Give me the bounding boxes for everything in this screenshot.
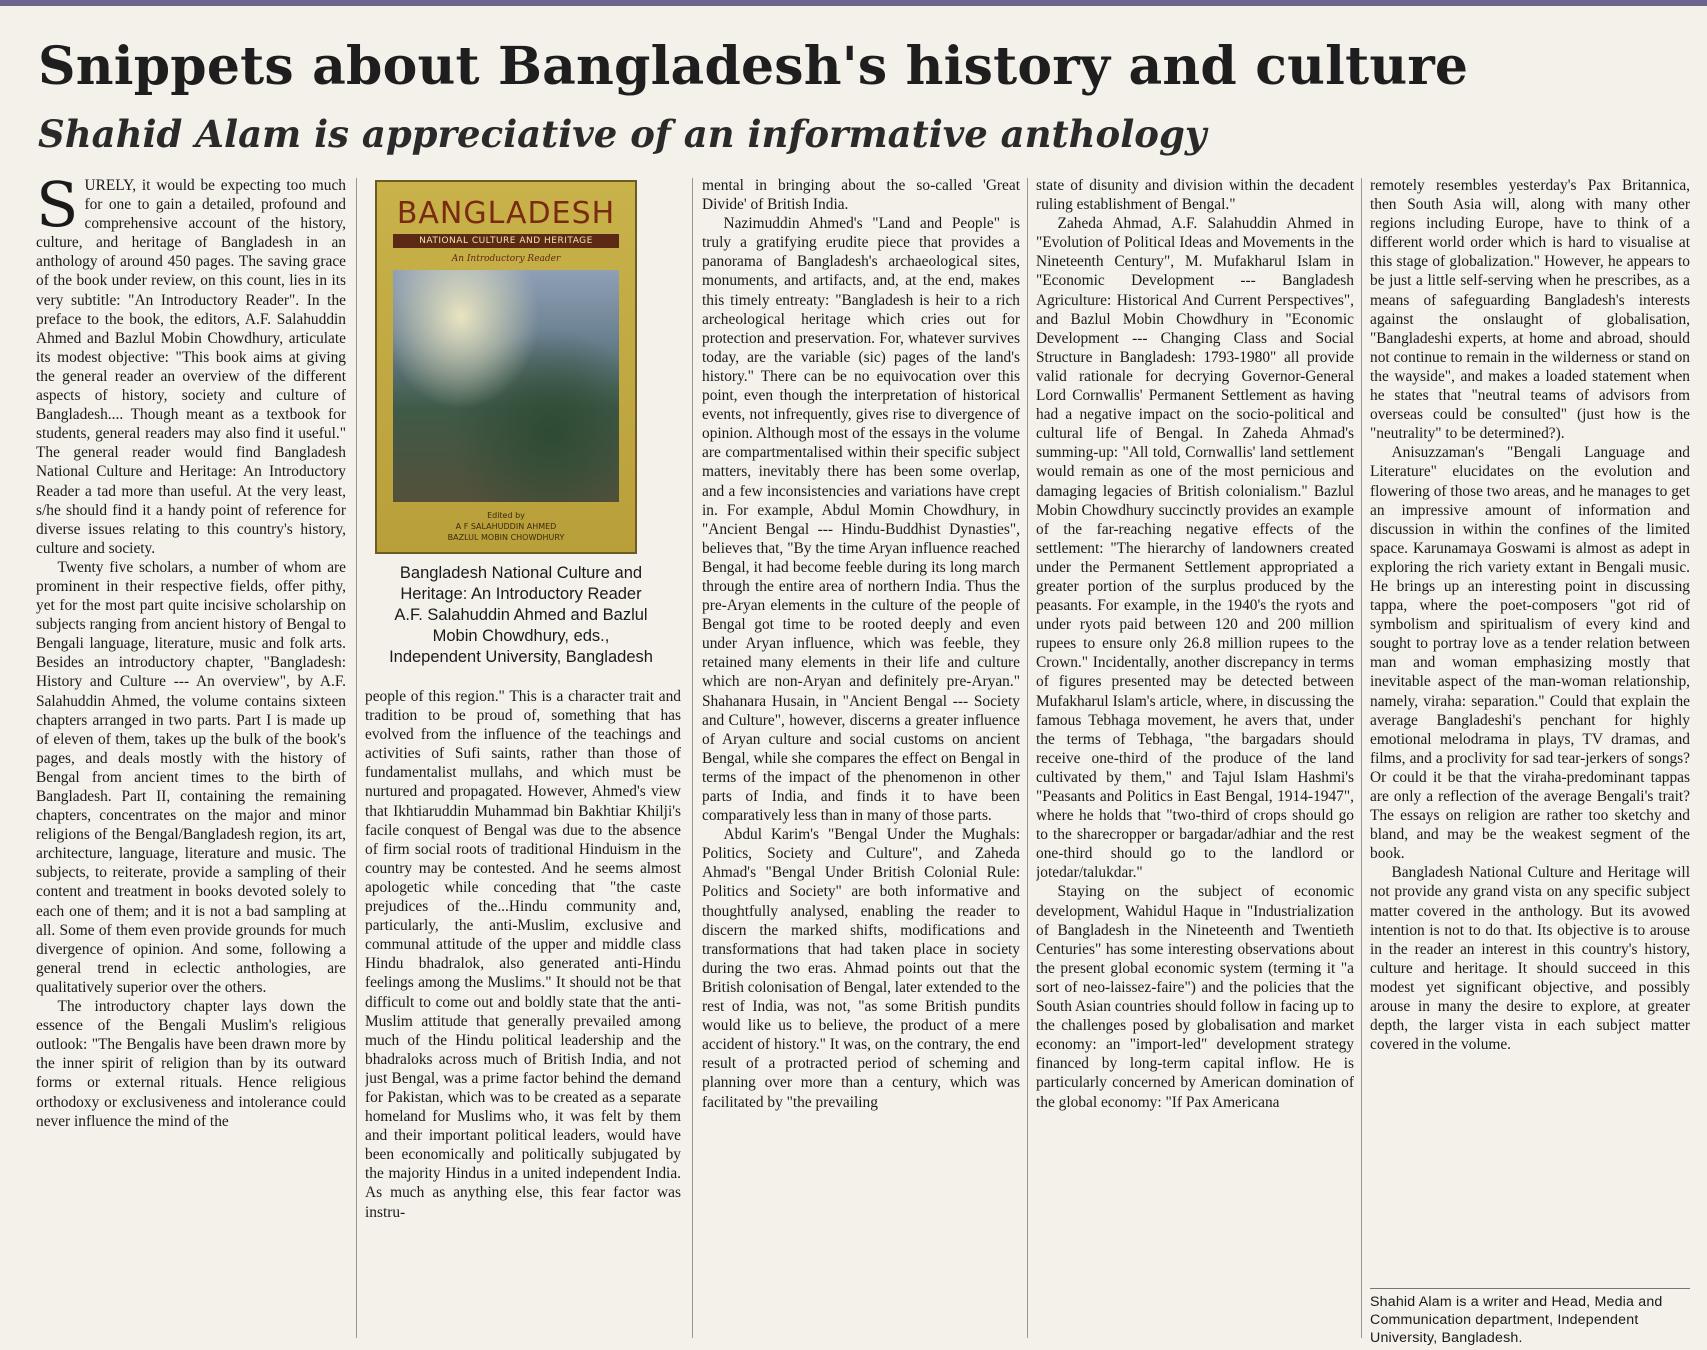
top-color-band: [0, 0, 1707, 6]
article-column-2: [365, 687, 681, 1341]
paragraph: Nazimuddin Ahmed's "Land and People" is truly a gratifying erudite piece that provides a panorama of Bangladesh's archaeological sites, monuments, and artifacts, and, at the end, makes this timely entreaty: "Bangladesh is heir to a rich archeological heritage which cries out for protection and preservation. For, whatever survives today, are the variable (sic) pages of the land's history." There can be no equivocation over this point, even though the interpretation of historical events, not infrequently, gives rise to divergence of opinion. Although most of the essays in the volume are compartmentalised within their specific subject matters, inevitably there has been some overlap, and a few inconsistencies and variations have crept in. For example, Abdul Momin Chowdhury, in "Ancient Bengal --- Hindu-Buddhist Dynasties", believes that, "By the time Aryan influence reached Bengal, it had become feeble during its long march through the entire area of northern India. Thus the pre-Aryan elements in the culture of the people of Bengal got time to be rooted deeply and even under Aryan influence, which was feeble, they retained many elements in their life and culture which are non-Aryan and definitely pre-Aryan." Shahanara Husain, in "Ancient Bengal --- Society and Culture", however, discerns a greater influence of Aryan culture and social customs on ancient Bengal, while she compares the effect on Bengal in terms of the impact of the phenomenon in other parts of India, and finds it to have been comparatively less than in many of those parts.: [702, 215, 1020, 825]
article-column-1: [36, 176, 346, 1341]
author-bio: Shahid Alam is a writer and Head, Media and Communication department, Independent University, Bangladesh.: [1370, 1288, 1690, 1347]
caption-title: Bangladesh National Culture and Heritage: An Introductory Reader: [399, 564, 643, 603]
paragraph: SURELY, it would be expecting too much for one to gain a detailed, profound and comprehensive account of the history, culture, and heritage of Bangladesh in an anthology of around 450 pages. The saving grace of the book under review, on this count, lies in its very subtitle: "An Introductory Reader". In the preface to the book, the editors, A.F. Salahuddin Ahmed and Bazlul Mobin Chowdhury, articulate its modest objective: "This book aims at giving the general reader an overview of the different aspects of history, society and culture of Bangladesh.... Though meant as a textbook for students, general readers may also find it useful." The general reader would find Bangladesh National Culture and Heritage: An Introductory Reader a tad more than useful. At the very least, s/he should find it a handy point of reference for diverse issues relating to this country's history, culture and society.: [36, 176, 346, 557]
column-divider: [1027, 178, 1028, 1338]
paragraph: Anisuzzaman's "Bengali Language and Literature" elucidates on the evolution and flowering of those two areas, and he manages to get an impressive amount of information and discussion in within the confines of the limited space. Karunamaya Goswami is almost as adept in exploring the rich variety extant in Bengali music. He brings up an interesting point in discussing tappa, where the poet-composers "got rid of symbolism and spiritualism of every kind and sought to portray love as a tender relation between man and woman emphasizing mostly that inevitable aspect of the man-woman relationship, namely, viraha: separation." Could that explain the average Bangladeshi's penchant for highly emotional melodrama in plays, TV dramas, and films, and a proclivity for sad tear-jerkers of songs? Or could it be that the viraha-predominant tappas are only a reflection of the average Bengali's trait? The essays on religion are rather too sketchy and bland, and may be the weakest segment of the book.: [1370, 444, 1690, 863]
book-cover-tagline: An Introductory Reader: [451, 254, 561, 264]
article-subhead: Shahid Alam is appreciative of an informative anthology: [38, 112, 1207, 156]
column-divider: [692, 178, 693, 1338]
book-cover-artwork: [393, 270, 619, 502]
paragraph: remotely resembles yesterday's Pax Britannica, then South Asia will, along with many other regions including Europe, have to think of a different world order which is hard to visualise at this stage of globalization." However, he appears to be just a little self-serving when he prescribes, as a means of safeguarding Bangladesh's interests against the onslaught of globalisation, "Bangladeshi experts, at home and abroad, should not continue to remain in the wilderness or stand on the wayside", and makes a loaded statement when he states that "neutral teams of advisors from overseas could be consulted" (just how is the "neutrality" to be determined?).: [1370, 177, 1690, 443]
paragraph: The introductory chapter lays down the essence of the Bengali Muslim's religious outlook: "The Bengalis have been drawn more by the inner spirit of religion than by its outward forms or external rituals. Hence religious orthodoxy or exclusiveness and intolerance could never influence the mind of the: [36, 998, 346, 1130]
article-column-5: [1370, 176, 1690, 1276]
article-headline: Snippets about Bangladesh's history and culture: [38, 36, 1469, 97]
paragraph: Abdul Karim's "Bengal Under the Mughals: Politics, Society and Culture", and Zaheda Ahmad's "Bengal Under British Colonial Rule: Politics and Society" are both informative and thoughtfully analysed, enabling the reader to discern the marked shifts, modifications and transformations that had taken place in society during the two eras. Ahmad points out that the British colonisation of Bengal, later extended to the rest of India, was not, "as some British pundits would like us to believe, the product of a mere accident of history." It was, on the contrary, the end result of a protracted period of scheming and planning over more than a century, which was facilitated by "the prevailing: [702, 826, 1020, 1111]
caption-publisher: Independent University, Bangladesh: [389, 648, 653, 666]
paragraph: Bangladesh National Culture and Heritage will not provide any grand vista on any specific subject matter covered in the anthology. But its avowed intention is not to do that. Its objective is to arouse in the reader an interest in this country's history, culture and heritage. It should succeed in this modest yet significant objective, and possibly arouse in many the desire to explore, at greater depth, the larger vista in each subject matter covered in the volume.: [1370, 864, 1690, 1054]
column-divider: [356, 178, 357, 1338]
drop-cap: S: [36, 176, 79, 241]
article-column-3: [702, 176, 1020, 1341]
caption-editors: A.F. Salahuddin Ahmed and Bazlul Mobin Chowdhury, eds.,: [394, 606, 648, 645]
column-divider: [1361, 178, 1362, 1338]
paragraph: Staying on the subject of economic development, Wahidul Haque in "Industrialization of Bangladesh in the Nineteenth and Twentieth Centuries" has some interesting observations about the present global economic system (terming it "a sort of neo-laissez-faire") and the policies that the South Asian countries should follow in facing up to the challenges posed by globalisation and market economy: an "import-led" development strategy financed by long-term capital inflow. He is particularly concerned by American domination of the global economy: "If Pax Americana: [1036, 883, 1354, 1111]
paragraph: state of disunity and division within the decadent ruling establishment of Bengal.": [1036, 177, 1354, 214]
paragraph: Zaheda Ahmad, A.F. Salahuddin Ahmed in "Evolution of Political Ideas and Movements in the Nineteenth Century", M. Mufakharul Islam in "Economic Development --- Bangladesh Agriculture: Historical And Current Perspectives", and Bazlul Mobin Chowdhury in "Economic Development --- Changing Class and Social Structure in Bangladesh: 1793-1980" all provide valid rationale for decrying Governor-General Lord Cornwallis' Permanent Settlement as having had a negative impact on the socio-political and cultural life of Bengal. In Zaheda Ahmad's summing-up: "All told, Cornwallis' land settlement would remain as one of the most pernicious and damaging legacies of British colonialism." Bazlul Mobin Chowdhury succinctly provides an example of the far-reaching negative effects of the settlement: "The hierarchy of landowners created under the Permanent Settlement appropriated a greater portion of the surplus produced by the peasants. For example, in the 1940's the ryots and under ryots paid between 120 and 200 million rupees to ensure only 26.8 million rupees to the Crown." Incidentally, another discrepancy in terms of figures presented may be detected between Mufakharul Islam's article, where, in discussing the famous Tebhaga movement, he avers that, under the terms of Tebhaga, "the bargadars should receive one-third of the produce of the land cultivated by them," and Tajul Islam Hashmi's "Peasants and Politics in East Bengal, 1914-1947", where he holds that "two-third of crops should go to the sharecropper or bargadar/adhiar and the rest one-third should go to the landlord or jotedar/talukdar.": [1036, 215, 1354, 882]
book-caption: [370, 563, 672, 668]
book-cover-banner: NATIONAL CULTURE AND HERITAGE: [393, 234, 619, 248]
book-cover-image: [375, 180, 637, 554]
paragraph: mental in bringing about the so-called 'Great Divide' of British India.: [702, 177, 1020, 214]
article-column-4: [1036, 176, 1354, 1341]
paragraph: Twenty five scholars, a number of whom are prominent in their respective fields, offer pithy, yet for the most part quite incisive scholarship on subjects ranging from ancient history of Bengal to Bengali language, literature, music and folk arts. Besides an introductory chapter, "Bangladesh: History and Culture --- An overview", by A.F. Salahuddin Ahmed, the volume contains sixteen chapters arranged in two parts. Part I is made up of eleven of them, takes up the bulk of the book's pages, and deals mostly with the history of Bengal from ancient times to the birth of Bangladesh. Part II, containing the remaining chapters, concentrates on the major and minor religions of the Bengal/Bangladesh region, its art, architecture, language, literature and music. The subjects, to reiterate, provide a sampling of their content and treatment in books devoted solely to each one of them; and it is not a bad sampling at all. Some of them even provide grounds for much divergence of opinion. And some, following a general trend in eclectic anthologies, are qualitatively superior over the others.: [36, 558, 346, 996]
paragraph: people of this region." This is a character trait and tradition to be proud of, something that has evolved from the influence of the teachings and activities of Sufi saints, rather than those of fundamentalist mullahs, and which must be nurtured and propagated. However, Ahmed's view that Ikhtiaruddin Muhammad bin Bakhtiar Khilji's facile conquest of Bengal was due to the absence of firm social roots of traditional Hinduism in the country may be contested. And he seems almost apologetic while conceding that "the caste prejudices of the...Hindu community and, particularly, the anti-Muslim, exclusive and communal attitude of the upper and middle class Hindu bhadralok, also generated anti-Hindu feelings among the Muslims." It should not be that difficult to come out and boldly state that the anti-Muslim attitude that generally prevailed among much of the Hindu political leadership and the bhadraloks across much of British India, and not just Bengal, was a prime factor behind the demand for Pakistan, which was to be created as a separate homeland for Muslims who, it was felt by them and their important political leaders, would have been economically and politically subjugated by the majority Hindus in a united independent India. As much as anything else, this fear factor was instru-: [365, 688, 681, 1221]
book-cover-title: BANGLADESH: [396, 196, 616, 231]
book-cover-editors: Edited by A F SALAHUDDIN AHMED BAZLUL MOBIN CHOWDHURY: [447, 511, 565, 542]
